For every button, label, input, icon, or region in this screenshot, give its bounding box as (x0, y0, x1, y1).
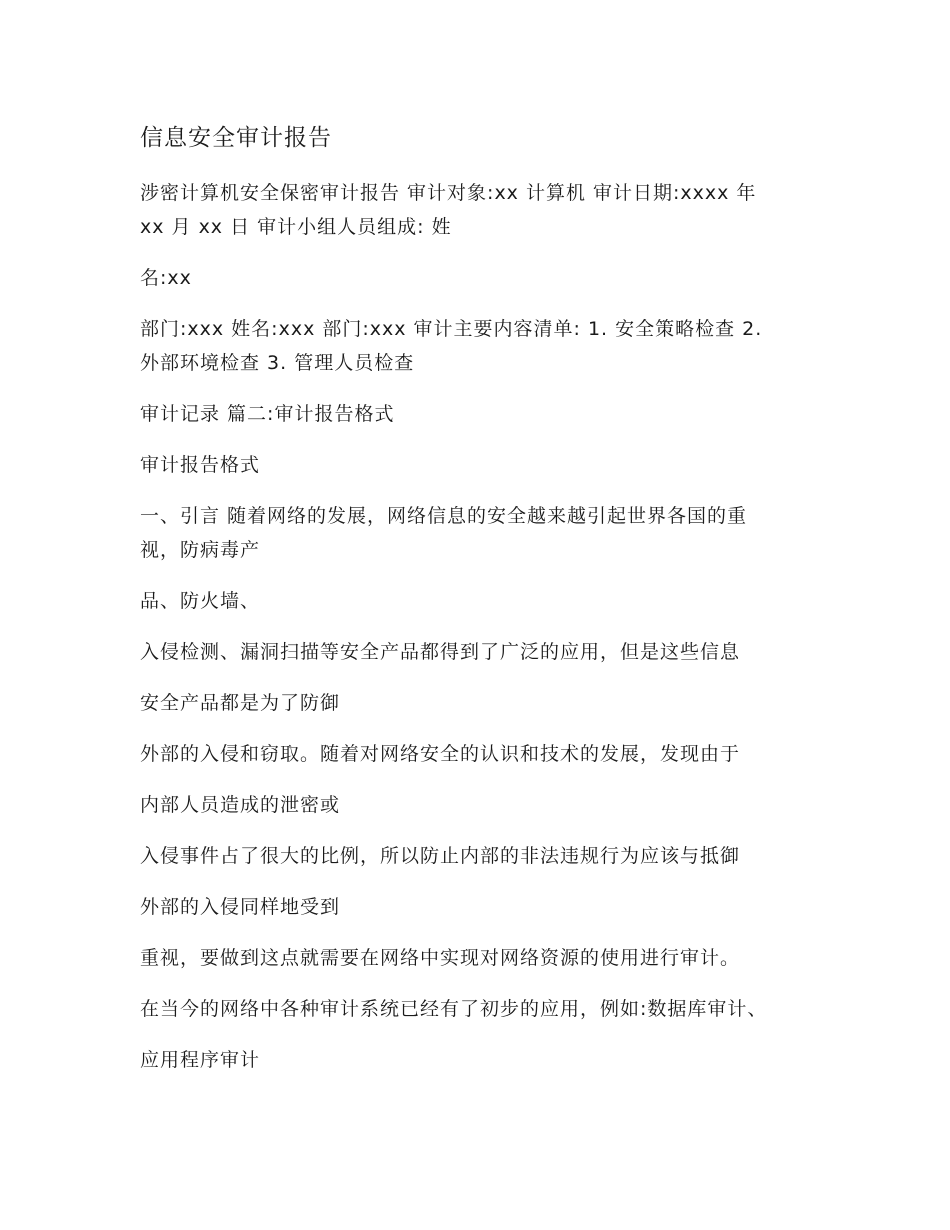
paragraph-9 (140, 686, 830, 720)
paragraph-line: 审计报告格式 (140, 454, 261, 476)
paragraph-2 (140, 261, 830, 295)
paragraph-15 (140, 992, 830, 1026)
paragraph-line: 名:xx (140, 267, 192, 289)
paragraph-line: 外部的入侵和窃取。随着对网络安全的认识和技术的发展，发现由于 (140, 743, 741, 765)
paragraph-16 (140, 1043, 830, 1077)
paragraph-1 (140, 176, 830, 244)
paragraph-line: 外部的入侵同样地受到 (140, 896, 341, 918)
paragraph-3 (140, 312, 830, 380)
paragraph-4 (140, 397, 830, 431)
paragraph-line: 品、防火墙、 (140, 590, 261, 612)
paragraph-13 (140, 890, 830, 924)
paragraph-8 (140, 635, 830, 669)
document-title: 信息安全审计报告 (140, 125, 332, 151)
paragraph-line: 应用程序审计 (140, 1049, 261, 1071)
paragraph-line: xx 月 xx 日 审计小组人员组成: 姓 (140, 216, 452, 238)
paragraph-5 (140, 448, 830, 482)
document-page (140, 118, 830, 1094)
paragraph-line: 重视，要做到这点就需要在网络中实现对网络资源的使用进行审计。 (140, 947, 741, 969)
paragraph-line: 外部环境检查 3. 管理人员检查 (140, 352, 415, 374)
paragraph-11 (140, 788, 830, 822)
paragraph-line: 部门:xxx 姓名:xxx 部门:xxx 审计主要内容清单: 1. 安全策略检查 2. (140, 318, 763, 340)
paragraph-line: 安全产品都是为了防御 (140, 692, 341, 714)
paragraph-7 (140, 584, 830, 618)
paragraph-line: 在当今的网络中各种审计系统已经有了初步的应用，例如:数据库审计、 (140, 998, 768, 1020)
paragraph-12 (140, 839, 830, 873)
paragraph-line: 视，防病毒产 (140, 539, 261, 561)
paragraph-line: 入侵检测、漏洞扫描等安全产品都得到了广泛的应用，但是这些信息 (140, 641, 741, 663)
paragraph-6 (140, 499, 830, 567)
paragraph-line: 一、引言 随着网络的发展，网络信息的安全越来越引起世界各国的重 (140, 505, 748, 527)
paragraph-10 (140, 737, 830, 771)
paragraph-line: 涉密计算机安全保密审计报告 审计对象:xx 计算机 审计日期:xxxx 年 (140, 182, 757, 204)
paragraph-line: 审计记录 篇二:审计报告格式 (140, 403, 395, 425)
paragraph-14 (140, 941, 830, 975)
paragraph-line: 内部人员造成的泄密或 (140, 794, 341, 816)
paragraph-line: 入侵事件占了很大的比例，所以防止内部的非法违规行为应该与抵御 (140, 845, 741, 867)
